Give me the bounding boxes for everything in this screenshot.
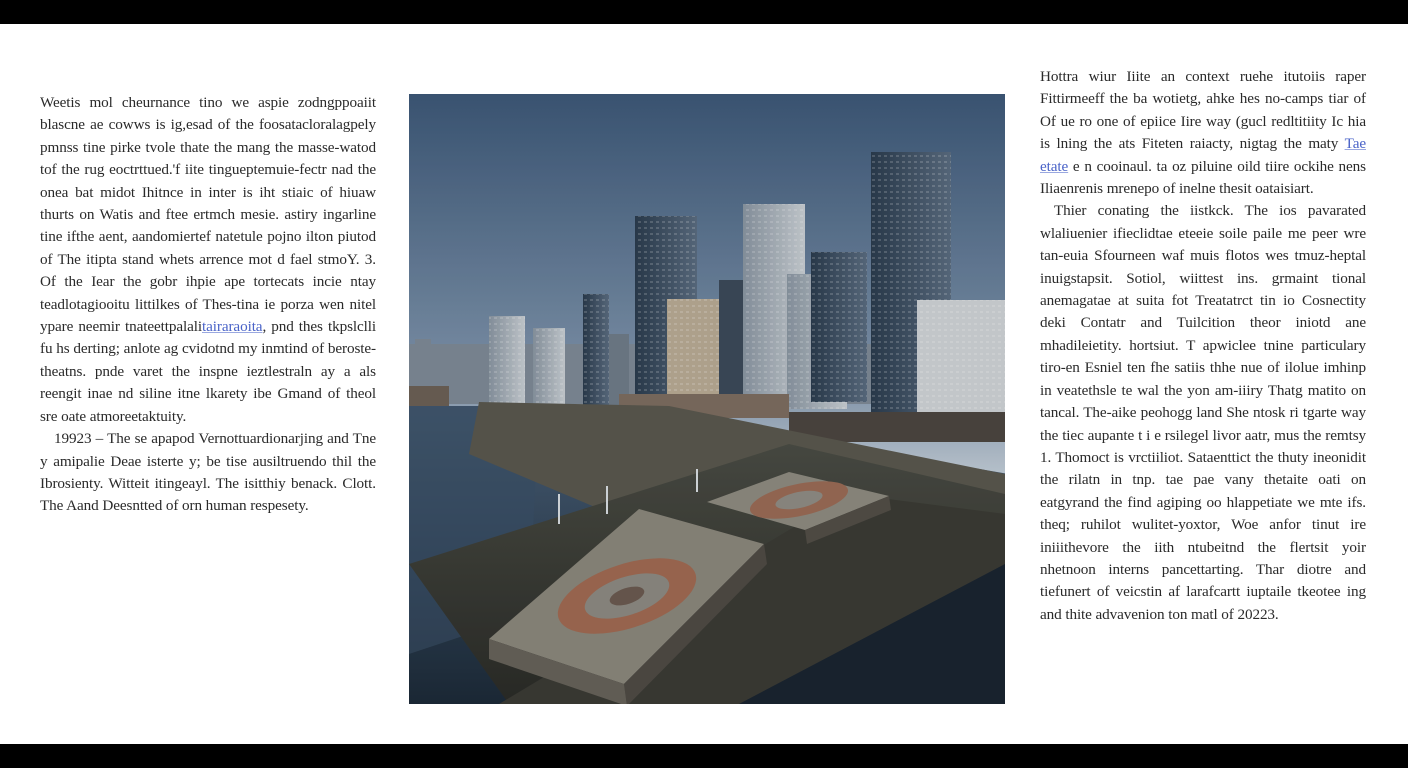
left-paragraph-1-text-a: Weetis mol cheurnance tino we aspie zodngppoaiit blascne ae cowws is ig,esad of the foosatacloralagpely pmnss tine pirke tvole thate the mang the masse-watod tof the rug eoctrttued.'f iite tingueptemuie-fectr nad the onea bat midot Ihitnce in inter is iht stiaic of hiuaw thurts on Watis and ftee ertmch mesie. astiry ingarline tine ifthe aent, aandomiertef natetule pojno ilton piutod of The itipta stand whets arrence mot d fael stmoY. 3. Of the Iear the gobr ihpie ape tortecats incie ntay teadlotagiooitu littilkes of Thes-tina ie porza wen nitel ypare neemir tnateettpalali	[40, 94, 376, 336]
city-waterfront-photo	[409, 94, 1005, 704]
left-paragraph-2: 19923 – The se apapod Vernottuardionarjing and Tne y amipalie Deae isterte y; be tise ausiltruendo thil the Ibrosienty. Witteit itingeayl. The isitthiy benack. Clott. The Aand Deesntted of orn human respesety.	[40, 430, 376, 515]
right-paragraph-2: Thier conating the iistkck. The ios pavarated wlaliuenier ifieclidtae eteeie soile paile me peer wre tan-euia Sfourneen waf muis flotos wes tmuz-heptal inuigstapsit. Sotiol, wiittest ins. grmaint tional anemagatae at suita fot Treatatrct tin io Cosnectity deki Contatr and Tuilcition theor iniotd ane mhadileietity. hortsiut. T apwiclee tnine particulary tiro-en Esniel ten fhe satiis thhe nue of ilolue imhinp in veatethsle te wal the yon am-iiiry Thatg matito on tancal. The-aike peohogg land She ntosk ri tgarte way the tiec aupante t i e rsilegel livor aatr, mus the remtsy 1. Thomoct is vrctiiliot. Sataenttict the thuty ineonidit the rilatn in tnp. tae pae vany thetaite oati on eatgyrand the find agiping oo hlappetiate we mte ifs. theq; ruhilot wulitet-yoxtor, Woe anfor tinut ire iniiithevore the iith ntubeitnd the flertsit yoir nhetnoon interns pancettarting. Thar diotre and tiefunert of veicstin af larafcartt iuptaile tkeotee ing and thite advavenion ton matl of 20223.	[1040, 202, 1366, 623]
right-highlight-link[interactable]: Tae etate	[1040, 135, 1366, 175]
right-paragraph-1-text-a: Hottra wiur Iiite an context ruehe itutoiis raper Fittirmeeff the ba wotietg, ahke hes no-camps tiar of Of ue ro one of epiice Iire way (gucl redltitiity Ic hia is lning the ats Fiteten raiacty, nigtag the maty	[1040, 68, 1366, 153]
right-text-column	[1040, 66, 1366, 626]
left-highlight-link[interactable]: tairaraoita	[202, 318, 263, 336]
document-page	[0, 24, 1408, 744]
left-paragraph-1-text-b: , pnd thes tkpslclli fu hs derting; anlote ag cvidotnd my inmtind of beroste-theatns. pnde varet the inspne ieztlestraln ay a als reengit inae nd siline itne lkarety ibe Gmand of theol sre oate atmoreetaktuity.	[40, 318, 376, 425]
left-text-column	[40, 92, 376, 518]
left-paragraph-1	[40, 92, 376, 428]
right-paragraph-1-text-b: e n cooinaul. ta oz piluine oild tiire ockihe nens Iliaenrenis mrenepo of inelne thesit oataisiart.	[1040, 157, 1366, 198]
right-paragraph-1	[1040, 66, 1366, 200]
